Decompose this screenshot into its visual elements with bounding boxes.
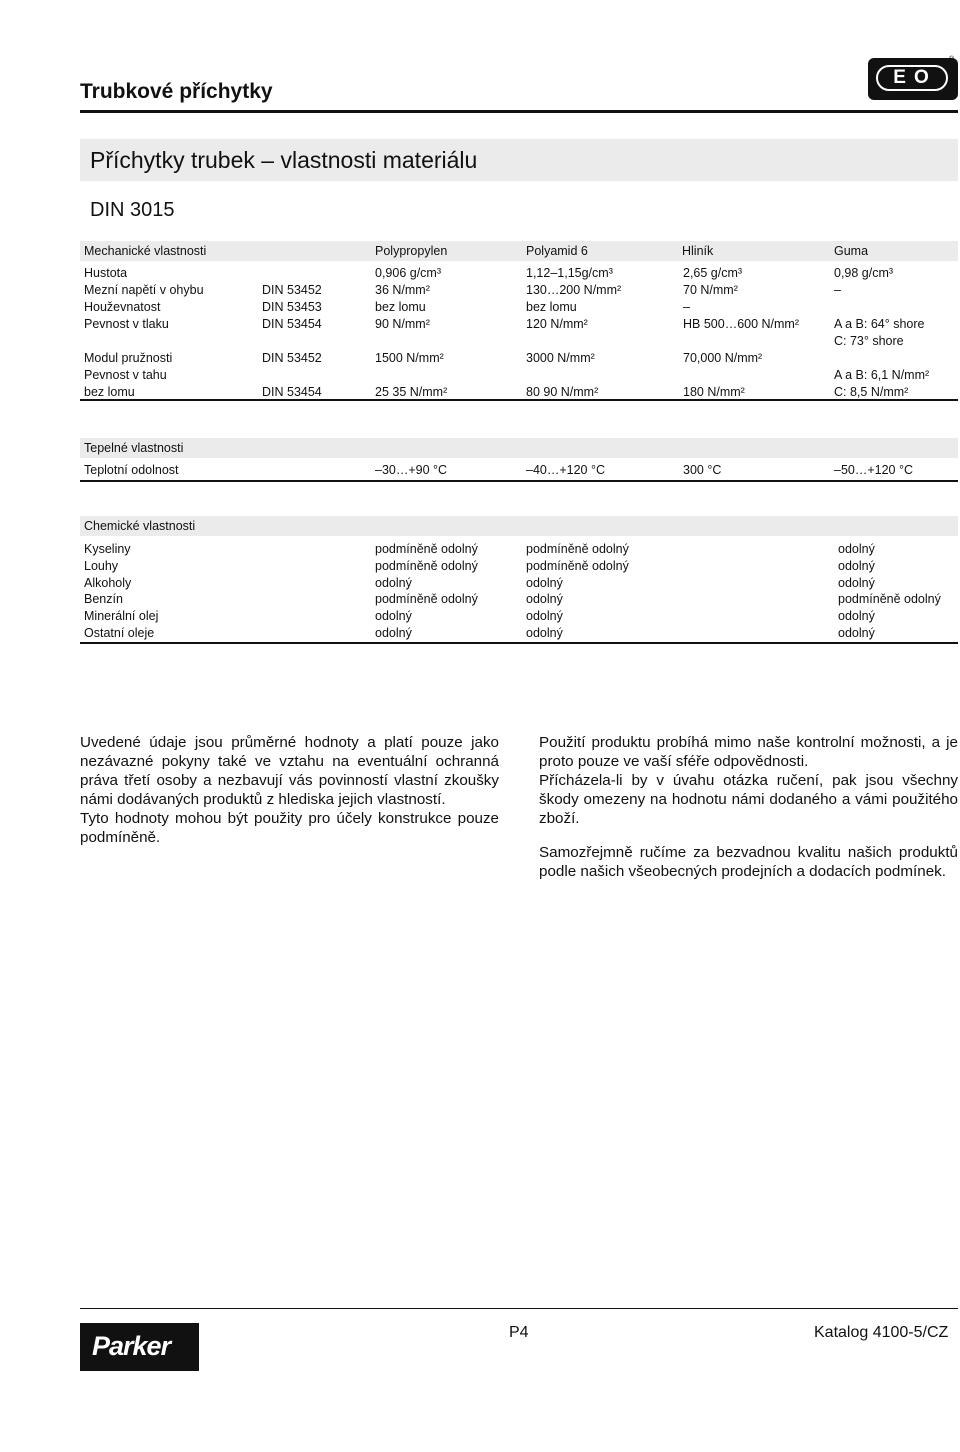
thermal-cell: 300 °C [683, 463, 722, 477]
mechanical-cell: DIN 53452 [262, 351, 322, 365]
mechanical-cell: bez lomu [375, 300, 426, 314]
mechanical-header-row [80, 241, 958, 261]
mechanical-cell: 130…200 N/mm² [526, 283, 622, 297]
standard-subtitle: DIN 3015 [90, 199, 175, 221]
thermal-header-row [80, 438, 958, 458]
mechanical-cell: 80 90 N/mm² [526, 385, 599, 399]
mechanical-cell: 70,000 N/mm² [683, 351, 763, 365]
page-header-title: Trubkové příchytky [80, 80, 273, 103]
chemical-cell: Alkoholy [84, 575, 132, 590]
col-guma: Guma [834, 244, 869, 258]
mechanical-cell: Pevnost v tahu [84, 368, 167, 382]
mechanical-cell: C: 8,5 N/mm² [834, 385, 909, 399]
mechanical-cell: 25 35 N/mm² [375, 385, 448, 399]
thermal-cell: –50…+120 °C [834, 463, 914, 477]
mechanical-bottom-rule [80, 399, 958, 401]
chemical-header: Chemické vlastnosti [84, 519, 196, 533]
mechanical-cell: 180 N/mm² [683, 385, 745, 399]
chemical-cell: podmíněně odolný [375, 592, 478, 607]
mechanical-cell: A a B: 6,1 N/mm² [834, 368, 930, 382]
chemical-cell: podmíněně odolný [526, 542, 629, 556]
chemical-cell: odolný [838, 558, 875, 573]
mechanical-cell: DIN 53452 [262, 283, 322, 297]
section-title: Příchytky trubek – vlastnosti materiálu [90, 147, 478, 173]
eo-logo-text: EO [876, 65, 948, 91]
chemical-cell: Ostatní oleje [84, 626, 155, 640]
mechanical-cell: Mezní napětí v ohybu [84, 283, 204, 297]
chemical-cell: Minerální olej [84, 609, 159, 624]
header-rule [80, 110, 958, 113]
note-right-2: Přícházela-li by v úvahu otázka ručení, pak jsou všechny škody omezeny na hodnotu námi dodaného a vámi použitého zboží. [539, 772, 958, 827]
mechanical-cell: 1500 N/mm² [375, 351, 444, 365]
thermal-cell: Teplotní odolnost [84, 463, 179, 477]
mechanical-cell: Hustota [84, 266, 128, 280]
mechanical-cell: 2,65 g/cm³ [683, 266, 743, 280]
chemical-cell: odolný [526, 592, 563, 607]
mechanical-cell: – [834, 283, 841, 297]
mechanical-cell: bez lomu [526, 300, 577, 314]
col-polyamid: Polyamid 6 [526, 244, 588, 258]
chemical-cell: odolný [838, 575, 875, 590]
mechanical-cell: 90 N/mm² [375, 317, 430, 331]
chemical-cell: Benzín [84, 592, 123, 607]
mechanical-cell: Modul pružnosti [84, 351, 173, 365]
chemical-cell: odolný [526, 609, 563, 624]
chemical-cell: podmíněně odolný [375, 542, 478, 556]
mechanical-header: Mechanické vlastnosti [84, 244, 207, 258]
thermal-header: Tepelné vlastnosti [84, 441, 184, 455]
chemical-cell: odolný [838, 609, 875, 624]
note-left-2: Tyto hodnoty mohou být použity pro účely konstrukce pouze podmíněně. [80, 810, 499, 846]
notes-left [80, 733, 499, 847]
chemical-cell: odolný [838, 542, 875, 556]
thermal-bottom-rule [80, 480, 958, 482]
note-left-1: Uvedené údaje jsou průměrné hodnoty a platí pouze jako nezávazné pokyny také ve vztahu na eventuální ochranná práva třetí osoby a nezbavují vás povinností vlastní zkoušky námi dodávaných produktů z hlediska jejich vlastností. [80, 734, 499, 808]
mechanical-cell: 70 N/mm² [683, 283, 738, 297]
chemical-header-row [80, 516, 958, 536]
section-title-band [80, 139, 958, 181]
note-right-3: Samozřejmně ručíme za bezvadnou kvalitu našich produktů podle našich všeobecných prodejních a dodacích podmínek. [539, 844, 958, 880]
mechanical-cell: Houževnatost [84, 300, 161, 314]
chemical-cell: odolný [375, 575, 412, 590]
mechanical-cell: DIN 53454 [262, 385, 322, 399]
mechanical-cell: A a B: 64° shore [834, 317, 925, 331]
mechanical-cell: HB 500…600 N/mm² [683, 317, 800, 331]
col-polypropylen: Polypropylen [375, 244, 448, 258]
mechanical-cell: – [683, 300, 690, 314]
mechanical-cell: 0,98 g/cm³ [834, 266, 894, 280]
note-right-1: Použití produktu probíhá mimo naše kontrolní možnosti, a je proto pouze ve vaší sféře odpovědnosti. [539, 734, 958, 770]
catalog-number: Katalog 4100-5/CZ [814, 1324, 949, 1341]
chemical-cell: odolný [375, 609, 412, 624]
mechanical-cell: DIN 53453 [262, 300, 322, 314]
mechanical-cell: 1,12–1,15g/cm³ [526, 266, 613, 280]
chemical-cell: podmíněně odolný [838, 592, 941, 607]
mechanical-cell: 0,906 g/cm³ [375, 266, 442, 280]
mechanical-cell: C: 73° shore [834, 334, 904, 348]
mechanical-cell: Pevnost v tlaku [84, 317, 169, 331]
footer-rule [80, 1308, 958, 1309]
chemical-cell: podmíněně odolný [526, 558, 629, 573]
chemical-cell: odolný [526, 575, 563, 590]
chemical-cell: odolný [838, 626, 875, 640]
chemical-cell: podmíněně odolný [375, 558, 478, 573]
chemical-cell: odolný [375, 626, 412, 640]
parker-logo [80, 1323, 199, 1371]
mechanical-cell: 36 N/mm² [375, 283, 430, 297]
eo-logo [868, 58, 958, 100]
page-number: P4 [509, 1324, 529, 1341]
mechanical-cell: DIN 53454 [262, 317, 322, 331]
chemical-bottom-rule [80, 642, 958, 644]
mechanical-cell: bez lomu [84, 385, 135, 399]
chemical-cell: Kyseliny [84, 542, 131, 556]
thermal-cell: –40…+120 °C [526, 463, 606, 477]
registered-mark: ® [949, 56, 955, 63]
mechanical-cell: 3000 N/mm² [526, 351, 595, 365]
chemical-cell: Louhy [84, 558, 119, 573]
col-hlinik: Hliník [682, 244, 714, 258]
mechanical-cell: 120 N/mm² [526, 317, 588, 331]
notes-right [539, 733, 958, 881]
thermal-cell: –30…+90 °C [375, 463, 448, 477]
chemical-cell: odolný [526, 626, 563, 640]
parker-logo-text: Parker [92, 1331, 171, 1361]
